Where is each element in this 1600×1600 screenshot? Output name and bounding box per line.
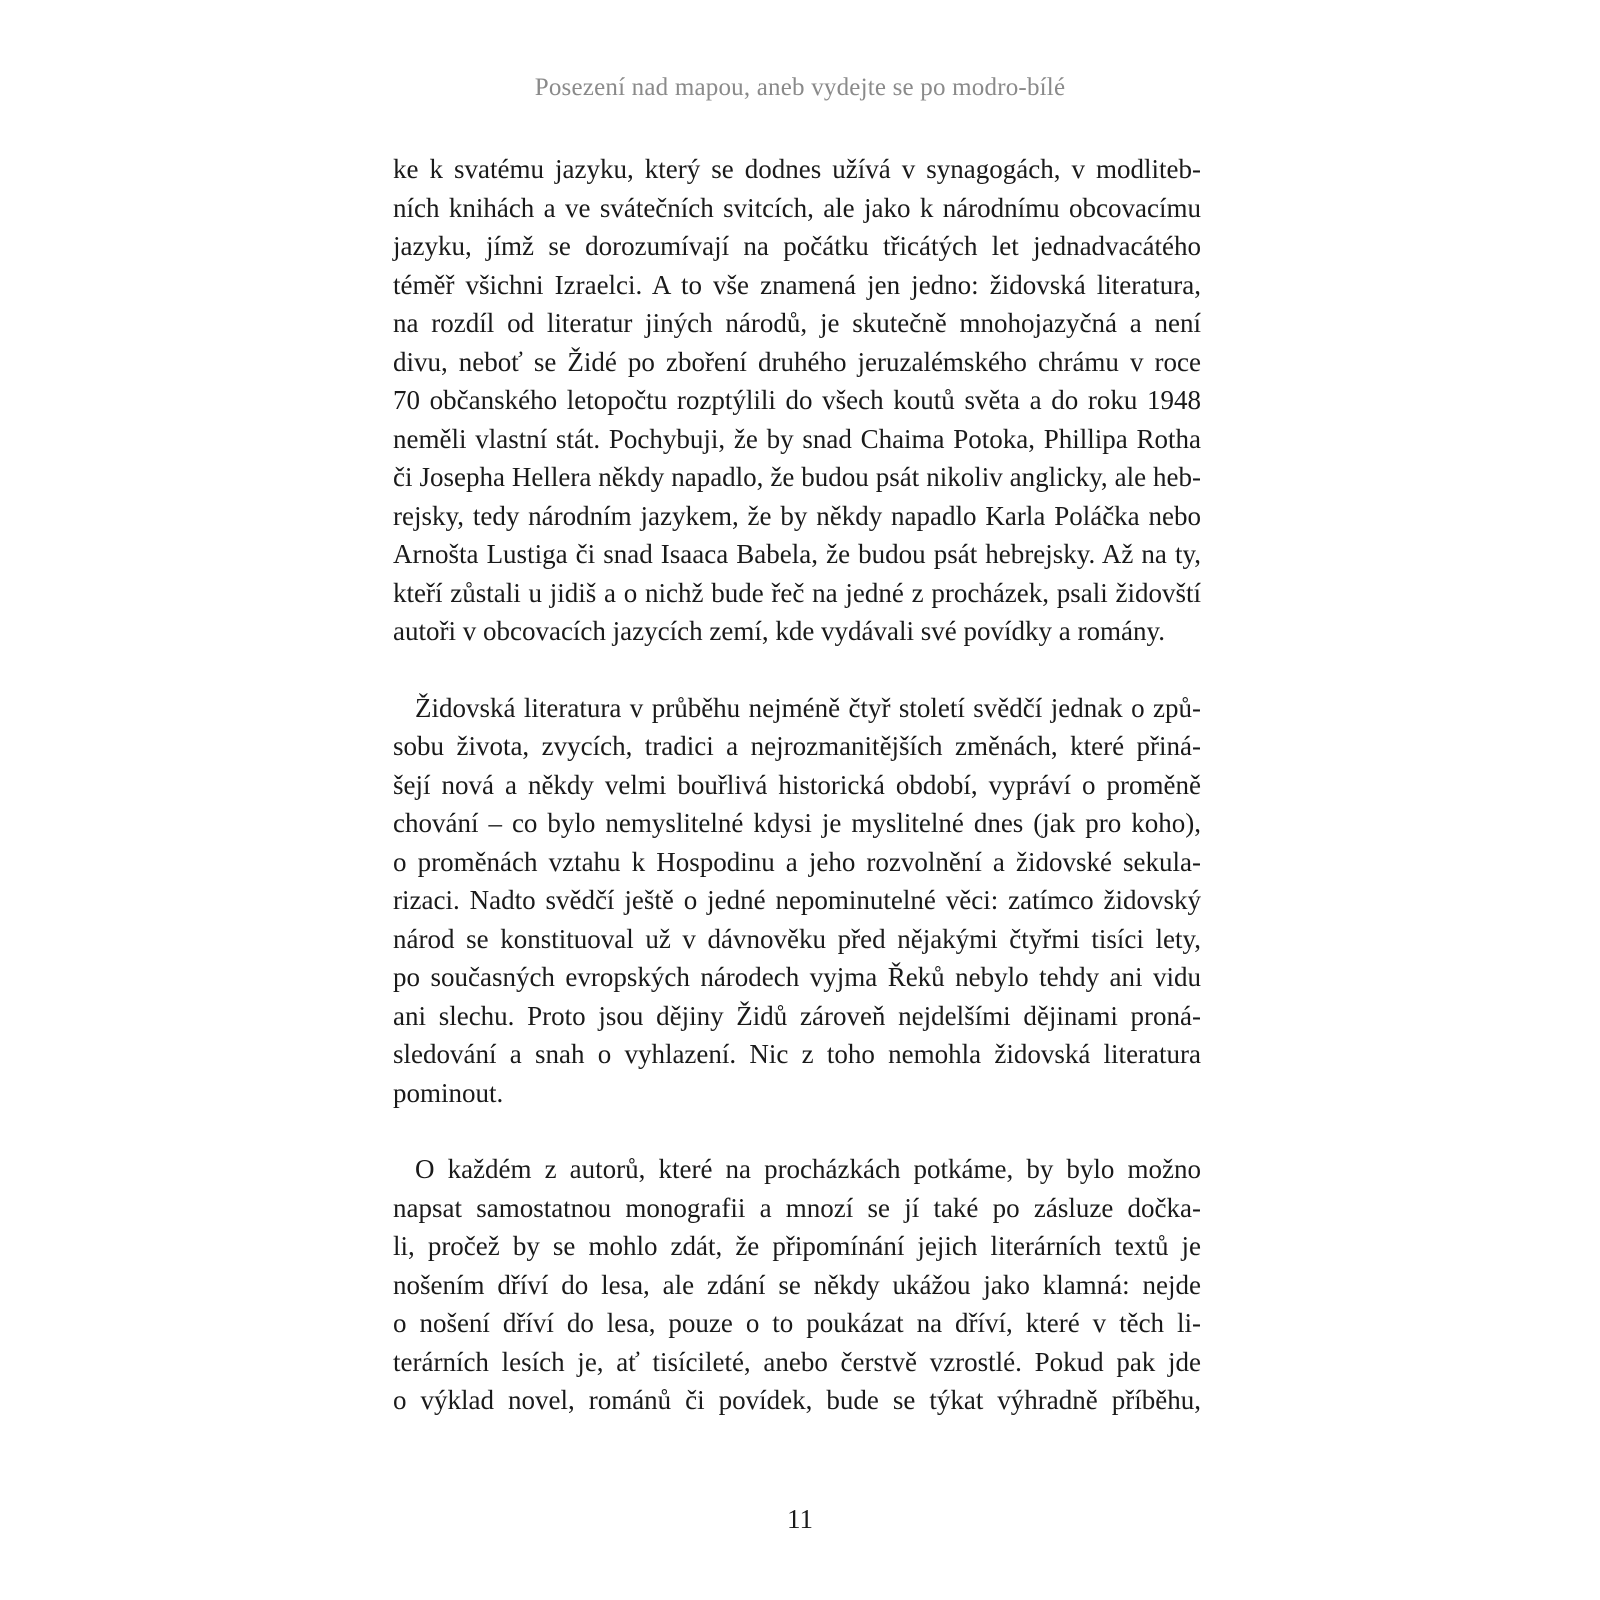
text-line: napsat samostatnou monografii a mnozí se jí také po zásluze dočka-: [393, 1192, 1201, 1223]
text-line: téměř všichni Izraelci. A to vše znamená jen jedno: židovská literatura,: [393, 269, 1201, 300]
text-line: rejsky, tedy národním jazykem, že by někdy napadlo Karla Poláčka nebo: [393, 500, 1201, 531]
text-line: sledování a snah o vyhlazení. Nic z toho nemohla židovská literatura: [393, 1039, 1201, 1069]
text-line: ních knihách a ve svátečních svitcích, ale jako k národnímu obcovacímu: [393, 192, 1201, 223]
running-header: Posezení nad mapou, aneb vydejte se po modro-bílé: [534, 74, 1066, 101]
paragraph-1: [393, 150, 1201, 651]
text-line: divu, neboť se Židé po zboření druhého jeruzalémského chrámu v roce: [393, 346, 1201, 377]
paragraph-2: [393, 689, 1201, 1113]
text-line: O každém z autorů, které na procházkách potkáme, by bylo možno: [415, 1154, 1201, 1184]
page-number: 11: [787, 1504, 813, 1534]
text-line: národ se konstituoval už v dávnověku před nějakými čtyřmi tisíci lety,: [393, 923, 1201, 954]
text-line: o výklad novel, románů či povídek, bude se týkat výhradně příběhu,: [393, 1385, 1201, 1415]
body-text: [393, 150, 1201, 1420]
text-line: o proměnách vztahu k Hospodinu a jeho rozvolnění a židovské sekula-: [393, 846, 1201, 877]
text-line: Arnošta Lustiga či snad Isaaca Babela, že budou psát hebrejsky. Až na ty,: [393, 539, 1201, 569]
text-line: sobu života, zvycích, tradici a nejrozmanitějších změnách, které přiná-: [393, 731, 1201, 761]
text-line: 70 občanského letopočtu rozptýlili do všech koutů světa a do roku 1948: [393, 385, 1201, 415]
text-line: po současných evropských národech vyjma Řeků nebylo tehdy ani vidu: [393, 962, 1201, 992]
text-line: terárních lesích je, ať tisícileté, anebo čerstvě vzrostlé. Pokud pak jde: [393, 1346, 1201, 1377]
text-line: neměli vlastní stát. Pochybuji, že by snad Chaima Potoka, Phillipa Rotha: [393, 423, 1201, 454]
text-line: kteří zůstali u jidiš a o nichž bude řeč na jedné z procházek, psali židovští: [393, 577, 1201, 608]
text-line: o nošení dříví do lesa, pouze o to poukázat na dříví, které v těch li-: [393, 1308, 1201, 1338]
text-line: autoři v obcovacích jazycích zemí, kde vydávali své povídky a romány.: [393, 616, 1165, 646]
text-line: li, pročež by se mohlo zdát, že připomínání jejich literárních textů je: [393, 1231, 1201, 1261]
text-line: nošením dříví do lesa, ale zdání se někdy ukážou jako klamná: nejde: [393, 1269, 1201, 1300]
text-line: šejí nová a někdy velmi bouřlivá historická období, vypráví o proměně: [393, 769, 1201, 800]
text-line: chování – co bylo nemyslitelné kdysi je myslitelné dnes (jak pro koho),: [393, 808, 1201, 838]
text-line: či Josepha Hellera někdy napadlo, že budou psát nikoliv anglicky, ale heb-: [393, 462, 1201, 492]
paragraph-3: [393, 1150, 1201, 1420]
text-line: pominout.: [393, 1077, 504, 1108]
text-line: ke k svatému jazyku, který se dodnes užívá v synagogách, v modliteb-: [393, 154, 1201, 184]
text-line: ani slechu. Proto jsou dějiny Židů zároveň nejdelšími dějinami proná-: [393, 1000, 1201, 1031]
text-line: na rozdíl od literatur jiných národů, je skutečně mnohojazyčná a není: [393, 308, 1201, 338]
text-line: rizaci. Nadto svědčí ještě o jedné nepominutelné věci: zatímco židovský: [393, 885, 1201, 915]
text-line: Židovská literatura v průběhu nejméně čtyř století svědčí jednak o způ-: [415, 692, 1201, 723]
text-line: jazyku, jímž se dorozumívají na počátku třicátých let jednadvacátého: [393, 231, 1201, 261]
